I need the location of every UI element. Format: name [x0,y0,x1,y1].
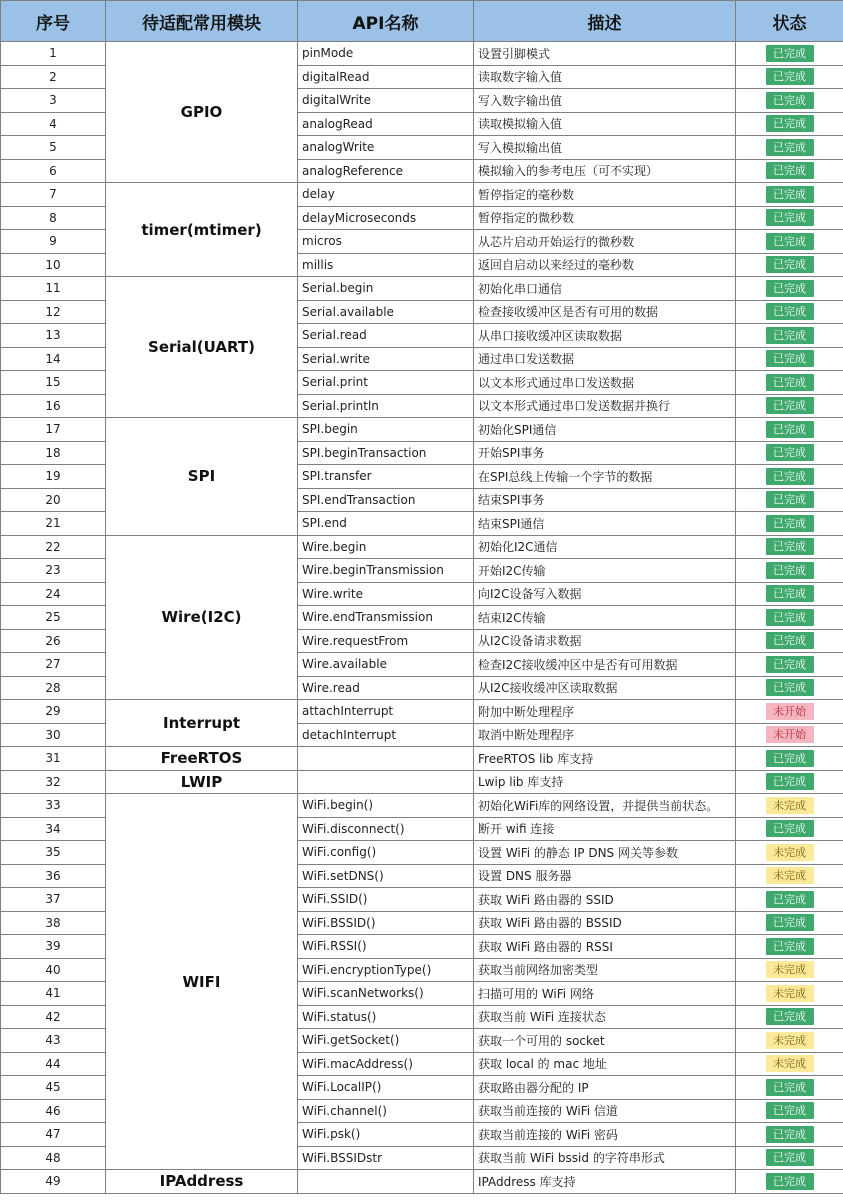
api-description: 写入数字输出值 [474,89,736,113]
api-description: 结束SPI通信 [474,512,736,536]
module-name: GPIO [106,42,298,183]
api-description: 获取 WiFi 路由器的 SSID [474,888,736,912]
row-number: 24 [1,582,106,606]
table-row [1,700,843,724]
api-name: WiFi.RSSI() [298,935,474,959]
row-number: 6 [1,159,106,183]
row-number: 1 [1,42,106,66]
api-description: 获取当前网络加密类型 [474,958,736,982]
status-cell [736,1123,843,1147]
api-description: 通过串口发送数据 [474,347,736,371]
status-cell [736,935,843,959]
row-number: 19 [1,465,106,489]
api-description: 以文本形式通过串口发送数据 [474,371,736,395]
table-row [1,1170,843,1194]
status-cell [736,1005,843,1029]
api-description: 设置 DNS 服务器 [474,864,736,888]
status-badge: 已完成 [766,891,814,908]
status-badge: 已完成 [766,45,814,62]
row-number: 37 [1,888,106,912]
row-number: 41 [1,982,106,1006]
status-badge: 已完成 [766,350,814,367]
api-name: detachInterrupt [298,723,474,747]
status-cell [736,1170,843,1194]
status-badge: 已完成 [766,162,814,179]
table-body [1,42,843,1194]
row-number: 2 [1,65,106,89]
status-cell [736,183,843,207]
api-name: WiFi.getSocket() [298,1029,474,1053]
status-badge: 未完成 [766,867,814,884]
status-cell [736,676,843,700]
api-name: delay [298,183,474,207]
row-number: 14 [1,347,106,371]
status-cell [736,394,843,418]
status-cell [736,112,843,136]
status-badge: 已完成 [766,233,814,250]
api-description: 检查I2C接收缓冲区中是否有可用数据 [474,653,736,677]
status-cell [736,559,843,583]
api-description: 获取一个可用的 socket [474,1029,736,1053]
status-badge: 已完成 [766,303,814,320]
status-cell [736,770,843,794]
api-description: 检查接收缓冲区是否有可用的数据 [474,300,736,324]
row-number: 27 [1,653,106,677]
status-cell [736,794,843,818]
api-description: 向I2C设备写入数据 [474,582,736,606]
row-number: 20 [1,488,106,512]
row-number: 18 [1,441,106,465]
api-name: analogRead [298,112,474,136]
row-number: 35 [1,841,106,865]
header-status: 状态 [736,1,843,42]
api-description: 在SPI总线上传输一个字节的数据 [474,465,736,489]
module-name: Interrupt [106,700,298,747]
status-badge: 未完成 [766,844,814,861]
api-name [298,1170,474,1194]
api-name: Wire.endTransmission [298,606,474,630]
status-badge: 未完成 [766,1032,814,1049]
api-description: 获取路由器分配的 IP [474,1076,736,1100]
row-number: 31 [1,747,106,771]
status-cell [736,982,843,1006]
row-number: 17 [1,418,106,442]
row-number: 4 [1,112,106,136]
status-badge: 已完成 [766,750,814,767]
status-badge: 已完成 [766,820,814,837]
status-cell [736,324,843,348]
header-row [1,1,843,42]
status-badge: 未完成 [766,985,814,1002]
row-number: 11 [1,277,106,301]
row-number: 3 [1,89,106,113]
status-cell [736,136,843,160]
row-number: 49 [1,1170,106,1194]
table-row [1,418,843,442]
status-cell [736,700,843,724]
row-number: 34 [1,817,106,841]
module-name: LWIP [106,770,298,794]
status-badge: 已完成 [766,468,814,485]
api-name: Wire.available [298,653,474,677]
status-cell [736,1052,843,1076]
api-name: SPI.transfer [298,465,474,489]
status-badge: 已完成 [766,421,814,438]
row-number: 25 [1,606,106,630]
row-number: 21 [1,512,106,536]
row-number: 47 [1,1123,106,1147]
module-name: WIFI [106,794,298,1170]
api-description: 结束I2C传输 [474,606,736,630]
row-number: 43 [1,1029,106,1053]
api-description: 开始I2C传输 [474,559,736,583]
status-cell [736,512,843,536]
api-description: 获取当前连接的 WiFi 密码 [474,1123,736,1147]
api-name: WiFi.disconnect() [298,817,474,841]
status-cell [736,418,843,442]
status-cell [736,159,843,183]
api-description: 从串口接收缓冲区读取数据 [474,324,736,348]
api-name: Wire.write [298,582,474,606]
api-description: 开始SPI事务 [474,441,736,465]
api-name: micros [298,230,474,254]
status-badge: 已完成 [766,280,814,297]
status-cell [736,723,843,747]
row-number: 12 [1,300,106,324]
module-name: IPAddress [106,1170,298,1194]
api-description: 断开 wifi 连接 [474,817,736,841]
status-cell [736,1076,843,1100]
api-name: digitalRead [298,65,474,89]
api-description: 获取 local 的 mac 地址 [474,1052,736,1076]
api-name: Wire.read [298,676,474,700]
api-name: WiFi.macAddress() [298,1052,474,1076]
api-name: WiFi.BSSID() [298,911,474,935]
row-number: 8 [1,206,106,230]
row-number: 23 [1,559,106,583]
api-description: 暂停指定的微秒数 [474,206,736,230]
status-cell [736,300,843,324]
status-cell [736,582,843,606]
api-name: SPI.end [298,512,474,536]
api-name: Serial.begin [298,277,474,301]
api-name: WiFi.begin() [298,794,474,818]
status-cell [736,629,843,653]
table-row [1,277,843,301]
row-number: 22 [1,535,106,559]
api-name: analogWrite [298,136,474,160]
api-name: Wire.beginTransmission [298,559,474,583]
header-module: 待适配常用模块 [106,1,298,42]
status-badge: 已完成 [766,139,814,156]
row-number: 40 [1,958,106,982]
status-cell [736,911,843,935]
api-description: 初始化SPI通信 [474,418,736,442]
status-badge: 已完成 [766,538,814,555]
api-description: 获取当前 WiFi 连接状态 [474,1005,736,1029]
status-badge: 已完成 [766,515,814,532]
status-cell [736,1099,843,1123]
api-name: WiFi.scanNetworks() [298,982,474,1006]
api-name: Serial.write [298,347,474,371]
status-cell [736,958,843,982]
header-no: 序号 [1,1,106,42]
row-number: 9 [1,230,106,254]
api-name: digitalWrite [298,89,474,113]
row-number: 7 [1,183,106,207]
api-description: 获取 WiFi 路由器的 BSSID [474,911,736,935]
status-badge: 已完成 [766,773,814,790]
status-badge: 已完成 [766,562,814,579]
table-row [1,535,843,559]
status-cell [736,253,843,277]
api-description: 暂停指定的毫秒数 [474,183,736,207]
table-row [1,794,843,818]
api-description: 返回自启动以来经过的毫秒数 [474,253,736,277]
api-description: 获取当前连接的 WiFi 信道 [474,1099,736,1123]
status-badge: 已完成 [766,1149,814,1166]
row-number: 33 [1,794,106,818]
status-badge: 已完成 [766,914,814,931]
api-name: Serial.print [298,371,474,395]
row-number: 42 [1,1005,106,1029]
row-number: 36 [1,864,106,888]
row-number: 39 [1,935,106,959]
status-badge: 已完成 [766,585,814,602]
status-cell [736,230,843,254]
status-cell [736,206,843,230]
status-cell [736,488,843,512]
status-badge: 已完成 [766,186,814,203]
header-api: API名称 [298,1,474,42]
status-badge: 已完成 [766,679,814,696]
row-number: 48 [1,1146,106,1170]
api-name [298,770,474,794]
api-description: 扫描可用的 WiFi 网络 [474,982,736,1006]
row-number: 13 [1,324,106,348]
status-badge: 已完成 [766,68,814,85]
status-badge: 未完成 [766,797,814,814]
status-badge: 已完成 [766,1102,814,1119]
status-cell [736,1029,843,1053]
api-name: SPI.begin [298,418,474,442]
api-name: SPI.endTransaction [298,488,474,512]
module-name: FreeRTOS [106,747,298,771]
status-cell [736,89,843,113]
api-description: 写入模拟输出值 [474,136,736,160]
api-description: 初始化I2C通信 [474,535,736,559]
module-name: Wire(I2C) [106,535,298,700]
module-name: timer(mtimer) [106,183,298,277]
api-description: 取消中断处理程序 [474,723,736,747]
api-description: 获取 WiFi 路由器的 RSSI [474,935,736,959]
api-description: FreeRTOS lib 库支持 [474,747,736,771]
status-cell [736,441,843,465]
api-description: 结束SPI事务 [474,488,736,512]
api-name [298,747,474,771]
api-name: WiFi.BSSIDstr [298,1146,474,1170]
status-badge: 已完成 [766,374,814,391]
status-cell [736,841,843,865]
status-badge: 已完成 [766,256,814,273]
status-badge: 已完成 [766,115,814,132]
api-name: delayMicroseconds [298,206,474,230]
api-description: 从芯片启动开始运行的微秒数 [474,230,736,254]
status-badge: 已完成 [766,656,814,673]
row-number: 5 [1,136,106,160]
status-badge: 已完成 [766,1079,814,1096]
status-cell [736,65,843,89]
table-row [1,42,843,66]
status-cell [736,606,843,630]
api-name: Wire.begin [298,535,474,559]
api-description: 读取模拟输入值 [474,112,736,136]
row-number: 16 [1,394,106,418]
api-name: Wire.requestFrom [298,629,474,653]
api-name: pinMode [298,42,474,66]
status-badge: 已完成 [766,92,814,109]
api-description: 模拟输入的参考电压（可不实现） [474,159,736,183]
status-badge: 已完成 [766,397,814,414]
row-number: 32 [1,770,106,794]
status-badge: 已完成 [766,444,814,461]
api-name: WiFi.status() [298,1005,474,1029]
api-name: Serial.available [298,300,474,324]
status-badge: 未完成 [766,961,814,978]
api-description: IPAddress 库支持 [474,1170,736,1194]
api-name: WiFi.LocalIP() [298,1076,474,1100]
status-badge: 已完成 [766,938,814,955]
api-name: WiFi.config() [298,841,474,865]
status-cell [736,888,843,912]
api-name: analogReference [298,159,474,183]
status-badge: 已完成 [766,632,814,649]
module-name: SPI [106,418,298,536]
row-number: 28 [1,676,106,700]
api-name: millis [298,253,474,277]
row-number: 46 [1,1099,106,1123]
api-description: 从I2C接收缓冲区读取数据 [474,676,736,700]
status-cell [736,371,843,395]
api-name: Serial.read [298,324,474,348]
api-description: Lwip lib 库支持 [474,770,736,794]
api-description: 设置 WiFi 的静态 IP DNS 网关等参数 [474,841,736,865]
status-badge: 已完成 [766,609,814,626]
row-number: 44 [1,1052,106,1076]
status-badge: 已完成 [766,327,814,344]
api-description: 从I2C设备请求数据 [474,629,736,653]
api-name: WiFi.channel() [298,1099,474,1123]
status-badge: 已完成 [766,1126,814,1143]
row-number: 29 [1,700,106,724]
status-cell [736,347,843,371]
module-name: Serial(UART) [106,277,298,418]
row-number: 30 [1,723,106,747]
status-cell [736,817,843,841]
api-description: 初始化WiFi库的网络设置，并提供当前状态。 [474,794,736,818]
api-name: Serial.println [298,394,474,418]
status-cell [736,747,843,771]
table-row [1,747,843,771]
table-row [1,183,843,207]
status-cell [736,653,843,677]
status-badge: 已完成 [766,209,814,226]
status-badge: 未开始 [766,726,814,743]
api-name: attachInterrupt [298,700,474,724]
api-name: WiFi.psk() [298,1123,474,1147]
api-name: WiFi.setDNS() [298,864,474,888]
status-cell [736,535,843,559]
status-badge: 已完成 [766,1008,814,1025]
status-cell [736,42,843,66]
status-badge: 未完成 [766,1055,814,1072]
row-number: 15 [1,371,106,395]
status-cell [736,277,843,301]
api-name: WiFi.encryptionType() [298,958,474,982]
api-description: 初始化串口通信 [474,277,736,301]
header-desc: 描述 [474,1,736,42]
status-badge: 已完成 [766,1173,814,1190]
api-description: 以文本形式通过串口发送数据并换行 [474,394,736,418]
api-description: 附加中断处理程序 [474,700,736,724]
status-cell [736,1146,843,1170]
row-number: 45 [1,1076,106,1100]
api-description: 读取数字输入值 [474,65,736,89]
status-badge: 未开始 [766,703,814,720]
row-number: 38 [1,911,106,935]
status-badge: 已完成 [766,491,814,508]
row-number: 26 [1,629,106,653]
status-cell [736,864,843,888]
status-cell [736,465,843,489]
row-number: 10 [1,253,106,277]
api-name: SPI.beginTransaction [298,441,474,465]
api-description: 设置引脚模式 [474,42,736,66]
table-row [1,770,843,794]
api-description: 获取当前 WiFi bssid 的字符串形式 [474,1146,736,1170]
api-name: WiFi.SSID() [298,888,474,912]
